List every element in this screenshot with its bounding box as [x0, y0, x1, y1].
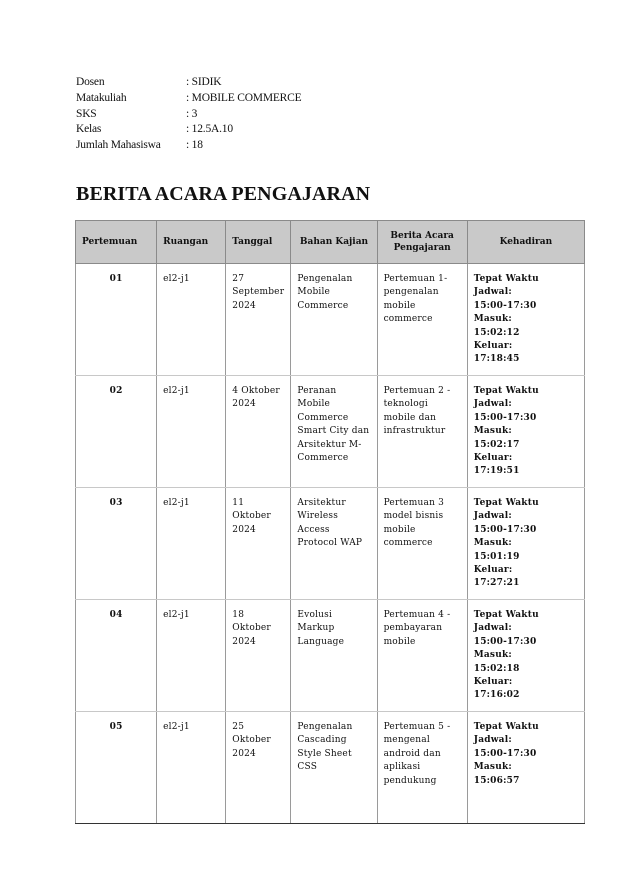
check-out-label: Keluar: [473, 677, 513, 688]
attendance-status: Tepat Waktu [473, 498, 539, 508]
schedule-label: Jadwal: [473, 399, 512, 410]
attendance-status: Tepat Waktu [473, 274, 539, 284]
info-row-kelas [76, 122, 301, 138]
schedule-label: Jadwal: [473, 287, 512, 298]
check-in-label: Masuk: [473, 762, 512, 773]
schedule-label: Jadwal: [473, 735, 512, 746]
check-in-value: 15:02:18 [473, 663, 520, 674]
column-header-berita-acara: Berita Acara Pengajaran [377, 221, 467, 264]
check-out-value: 17:27:21 [473, 578, 520, 589]
info-value: : 18 [186, 139, 203, 152]
check-in-label: Masuk: [473, 538, 512, 549]
info-value: : SIDIK [186, 76, 222, 88]
cell-tanggal: 11 Oktober 2024 [226, 488, 291, 600]
check-out-value: 17:16:02 [473, 690, 520, 701]
cell-tanggal: 4 Oktober 2024 [226, 376, 291, 488]
check-in-label: Masuk: [473, 314, 512, 325]
cell-kehadiran [467, 712, 584, 824]
info-row-jumlah-mahasiswa [76, 138, 301, 154]
schedule-value: 15:00-17:30 [473, 524, 537, 535]
cell-pertemuan: 03 [76, 488, 157, 600]
cell-tanggal: 18 Oktober 2024 [226, 600, 291, 712]
attendance-table [75, 220, 585, 824]
cell-pertemuan: 02 [76, 376, 157, 488]
column-header-pertemuan: Pertemuan [76, 221, 157, 264]
lecture-info [76, 75, 301, 154]
column-header-ruangan: Ruangan [157, 221, 226, 264]
info-label: SKS [76, 107, 97, 120]
check-in-value: 15:01:19 [473, 551, 520, 562]
check-out-label: Keluar: [473, 453, 513, 464]
cell-kehadiran [467, 488, 584, 600]
table-row [76, 600, 585, 712]
cell-pertemuan: 05 [76, 712, 157, 824]
cell-kehadiran [467, 376, 584, 488]
schedule-value: 15:00-17:30 [473, 636, 537, 647]
page-title: BERITA ACARA PENGAJARAN [76, 183, 371, 205]
schedule-label: Jadwal: [473, 623, 512, 634]
table-row [76, 488, 585, 600]
check-out-value: 17:18:45 [473, 354, 520, 365]
table-row [76, 376, 585, 488]
info-row-sks [76, 107, 301, 123]
info-row-matakuliah [76, 91, 301, 107]
cell-bahan-kajian: Pengenalan Cascading Style Sheet CSS [291, 712, 377, 824]
info-label: Kelas [76, 123, 102, 136]
info-value: : 12.5A.10 [186, 123, 233, 136]
cell-berita-acara: Pertemuan 5 - mengenal android dan aplikasi pendukung [377, 712, 467, 824]
cell-ruangan: el2-j1 [157, 488, 226, 600]
cell-kehadiran [467, 264, 584, 376]
check-out-label: Keluar: [473, 341, 513, 352]
info-label: Matakuliah [76, 91, 127, 104]
info-value: : 3 [186, 107, 198, 120]
schedule-value: 15:00-17:30 [473, 748, 537, 759]
check-out-label: Keluar: [473, 565, 513, 576]
cell-kehadiran [467, 600, 584, 712]
attendance-status: Tepat Waktu [473, 610, 539, 620]
attendance-status: Tepat Waktu [473, 722, 539, 732]
table-row [76, 264, 585, 376]
column-header-tanggal: Tanggal [226, 221, 291, 264]
schedule-label: Jadwal: [473, 511, 512, 522]
column-header-kehadiran: Kehadiran [467, 221, 584, 264]
check-in-label: Masuk: [473, 650, 512, 661]
info-label: Dosen [76, 76, 105, 88]
check-in-value: 15:02:17 [473, 439, 520, 450]
check-in-value: 15:06:57 [473, 775, 520, 786]
check-out-value: 17:19:51 [473, 466, 520, 477]
cell-berita-acara: Pertemuan 4 - pembayaran mobile [377, 600, 467, 712]
column-header-bahan-kajian: Bahan Kajian [291, 221, 377, 264]
cell-ruangan: el2-j1 [157, 712, 226, 824]
cell-berita-acara: Pertemuan 1- pengenalan mobile commerce [377, 264, 467, 376]
cell-ruangan: el2-j1 [157, 600, 226, 712]
cell-tanggal: 25 Oktober 2024 [226, 712, 291, 824]
cell-bahan-kajian: Peranan Mobile Commerce Smart City dan Arsitektur M-Commerce [291, 376, 377, 488]
cell-bahan-kajian: Evolusi Markup Language [291, 600, 377, 712]
cell-bahan-kajian: Arsitektur Wireless Access Protocol WAP [291, 488, 377, 600]
check-in-label: Masuk: [473, 426, 512, 437]
cell-pertemuan: 01 [76, 264, 157, 376]
schedule-value: 15:00-17:30 [473, 412, 537, 423]
cell-bahan-kajian: Pengenalan Mobile Commerce [291, 264, 377, 376]
attendance-status: Tepat Waktu [473, 386, 539, 396]
cell-tanggal: 27 September 2024 [226, 264, 291, 376]
cell-pertemuan: 04 [76, 600, 157, 712]
cell-ruangan: el2-j1 [157, 264, 226, 376]
info-row-dosen [76, 75, 301, 91]
table-header [76, 221, 585, 264]
cell-berita-acara: Pertemuan 3 model bisnis mobile commerce [377, 488, 467, 600]
check-in-value: 15:02:12 [473, 327, 520, 338]
cell-ruangan: el2-j1 [157, 376, 226, 488]
cell-berita-acara: Pertemuan 2 - teknologi mobile dan infrastruktur [377, 376, 467, 488]
info-value: : MOBILE COMMERCE [186, 91, 302, 104]
schedule-value: 15:00-17:30 [473, 300, 537, 311]
table-row [76, 712, 585, 824]
info-label: Jumlah Mahasiswa [76, 139, 161, 152]
